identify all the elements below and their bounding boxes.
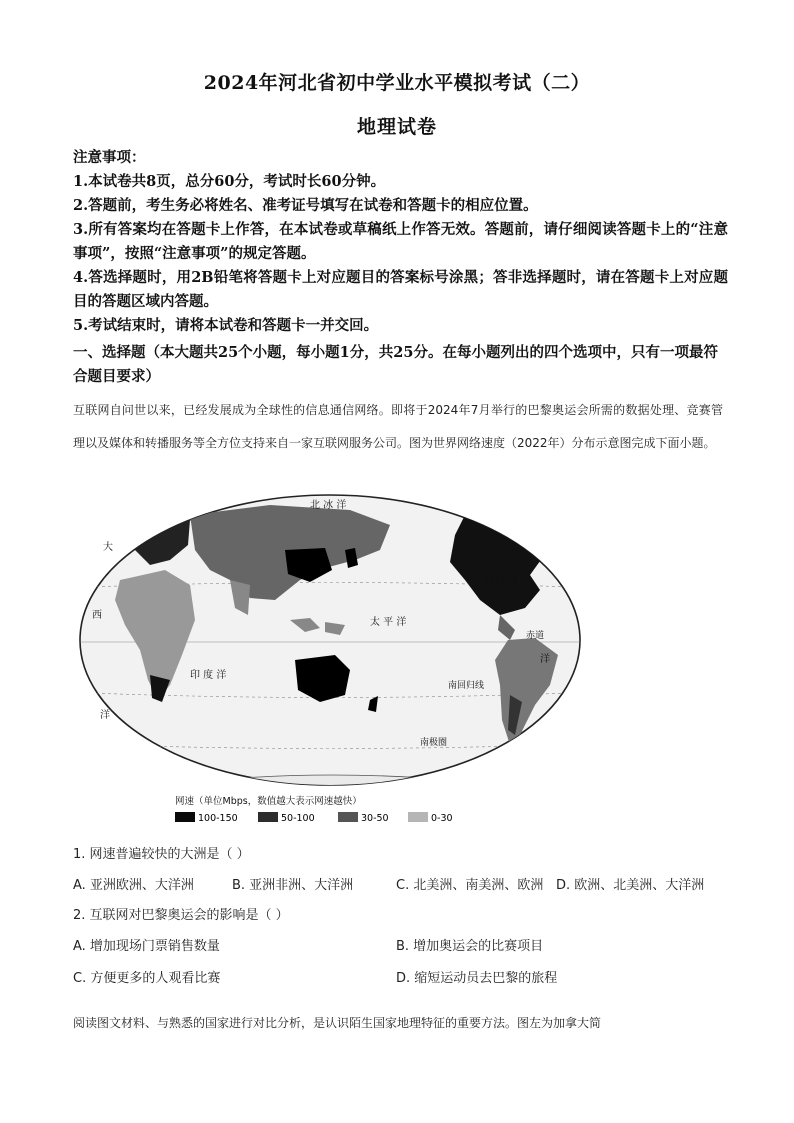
- reading-passage: 互联网自问世以来，已经发展成为全球性的信息通信网络。即将于2024年7月举行的巴黎奥运会所需的数据处理、竞赛管理以及媒体和转播服务等全方位支持来自一家互联网服务公司。图为世界网络速度（2022年）分布示意图完成下面小题。: [73, 403, 723, 450]
- legend-label: 0-30: [431, 813, 453, 824]
- notice-item: 2.答题前，考生务必将姓名、准考证号填写在试卷和答题卡的相应位置。: [73, 197, 538, 214]
- legend-swatch-0-30: [408, 812, 428, 822]
- notice-heading: 注意事项：: [73, 149, 146, 166]
- exam-subtitle: 地理试卷: [356, 116, 437, 138]
- world-internet-speed-map: [70, 490, 590, 830]
- map-legend: [175, 795, 453, 824]
- q2-option-d[interactable]: D. 缩短运动员去巴黎的旅程: [396, 971, 558, 986]
- label-equator: 赤道: [526, 631, 545, 641]
- exam-title: 2024年河北省初中学业水平模拟考试（二）: [203, 72, 591, 94]
- q1-option-a[interactable]: A. 亚洲欧洲、大洋洲: [73, 878, 194, 893]
- q1-option-b[interactable]: B. 亚洲非洲、大洋洲: [232, 878, 354, 893]
- notice-item: 5.考试结束时，请将本试卷和答题卡一并交回。: [73, 317, 379, 334]
- legend-title: 网速（单位Mbps，数值越大表示网速越快）: [175, 796, 362, 807]
- question-2-stem: 2. 互联网对巴黎奥运会的影响是（ ）: [73, 908, 289, 923]
- notice-item: 4.答选择题时，用2B铅笔将答题卡上对应题目的答案标号涂黑；答非选择题时，请在答题卡上对应题目的答题区域内答题。: [73, 269, 728, 310]
- q1-option-d[interactable]: D. 欧洲、北美洲、大洋洲: [556, 878, 705, 893]
- label-atlantic-right: 洋: [540, 654, 550, 665]
- q1-option-c[interactable]: C. 北美洲、南美洲、欧洲: [396, 878, 544, 893]
- label-atlantic-1: 大: [103, 542, 113, 553]
- legend-label: 30-50: [361, 813, 389, 824]
- label-tropic-south: 南回归线: [448, 681, 485, 691]
- q2-option-c[interactable]: C. 方便更多的人观看比赛: [73, 971, 221, 986]
- question-1-stem: 1. 网速普遍较快的大洲是（ ）: [73, 847, 250, 862]
- legend-label: 100-150: [198, 813, 238, 824]
- label-tropic-north: 北回归线: [482, 577, 519, 587]
- legend-swatch-30-50: [338, 812, 358, 822]
- q2-option-b[interactable]: B. 增加奥运会的比赛项目: [396, 939, 544, 954]
- label-antarctic-circle: 南极圈: [420, 738, 448, 748]
- legend-swatch-100-150: [175, 812, 195, 822]
- label-indian-ocean: 印 度 洋: [190, 670, 227, 681]
- reading-passage-2: 阅读图文材料、与熟悉的国家进行对比分析，是认识陌生国家地理特征的重要方法。图左为加拿大简: [73, 1016, 602, 1030]
- label-atlantic-2: 西: [92, 610, 102, 621]
- label-pacific-ocean: 太 平 洋: [370, 617, 407, 628]
- q2-option-a[interactable]: A. 增加现场门票销售数量: [73, 939, 220, 954]
- legend-label: 50-100: [281, 813, 315, 824]
- greenland-shape: [490, 498, 540, 522]
- world-map-figure: [70, 490, 590, 830]
- section-heading: 一、选择题（本大题共25个小题，每小题1分，共25分。在每小题列出的四个选项中，只有一项最符合题目要求）: [73, 344, 718, 385]
- notice-item: 3.所有答案均在答题卡上作答，在本试卷或草稿纸上作答无效。答题前，请仔细阅读答题卡上的“注意事项”，按照“注意事项”的规定答题。: [73, 221, 728, 262]
- label-arctic-ocean: 北 冰 洋: [310, 500, 347, 511]
- notice-list: [73, 170, 728, 338]
- legend-swatch-50-100: [258, 812, 278, 822]
- label-atlantic-3: 洋: [100, 710, 110, 721]
- notice-item: 1.本试卷共8页，总分60分，考试时长60分钟。: [73, 173, 386, 190]
